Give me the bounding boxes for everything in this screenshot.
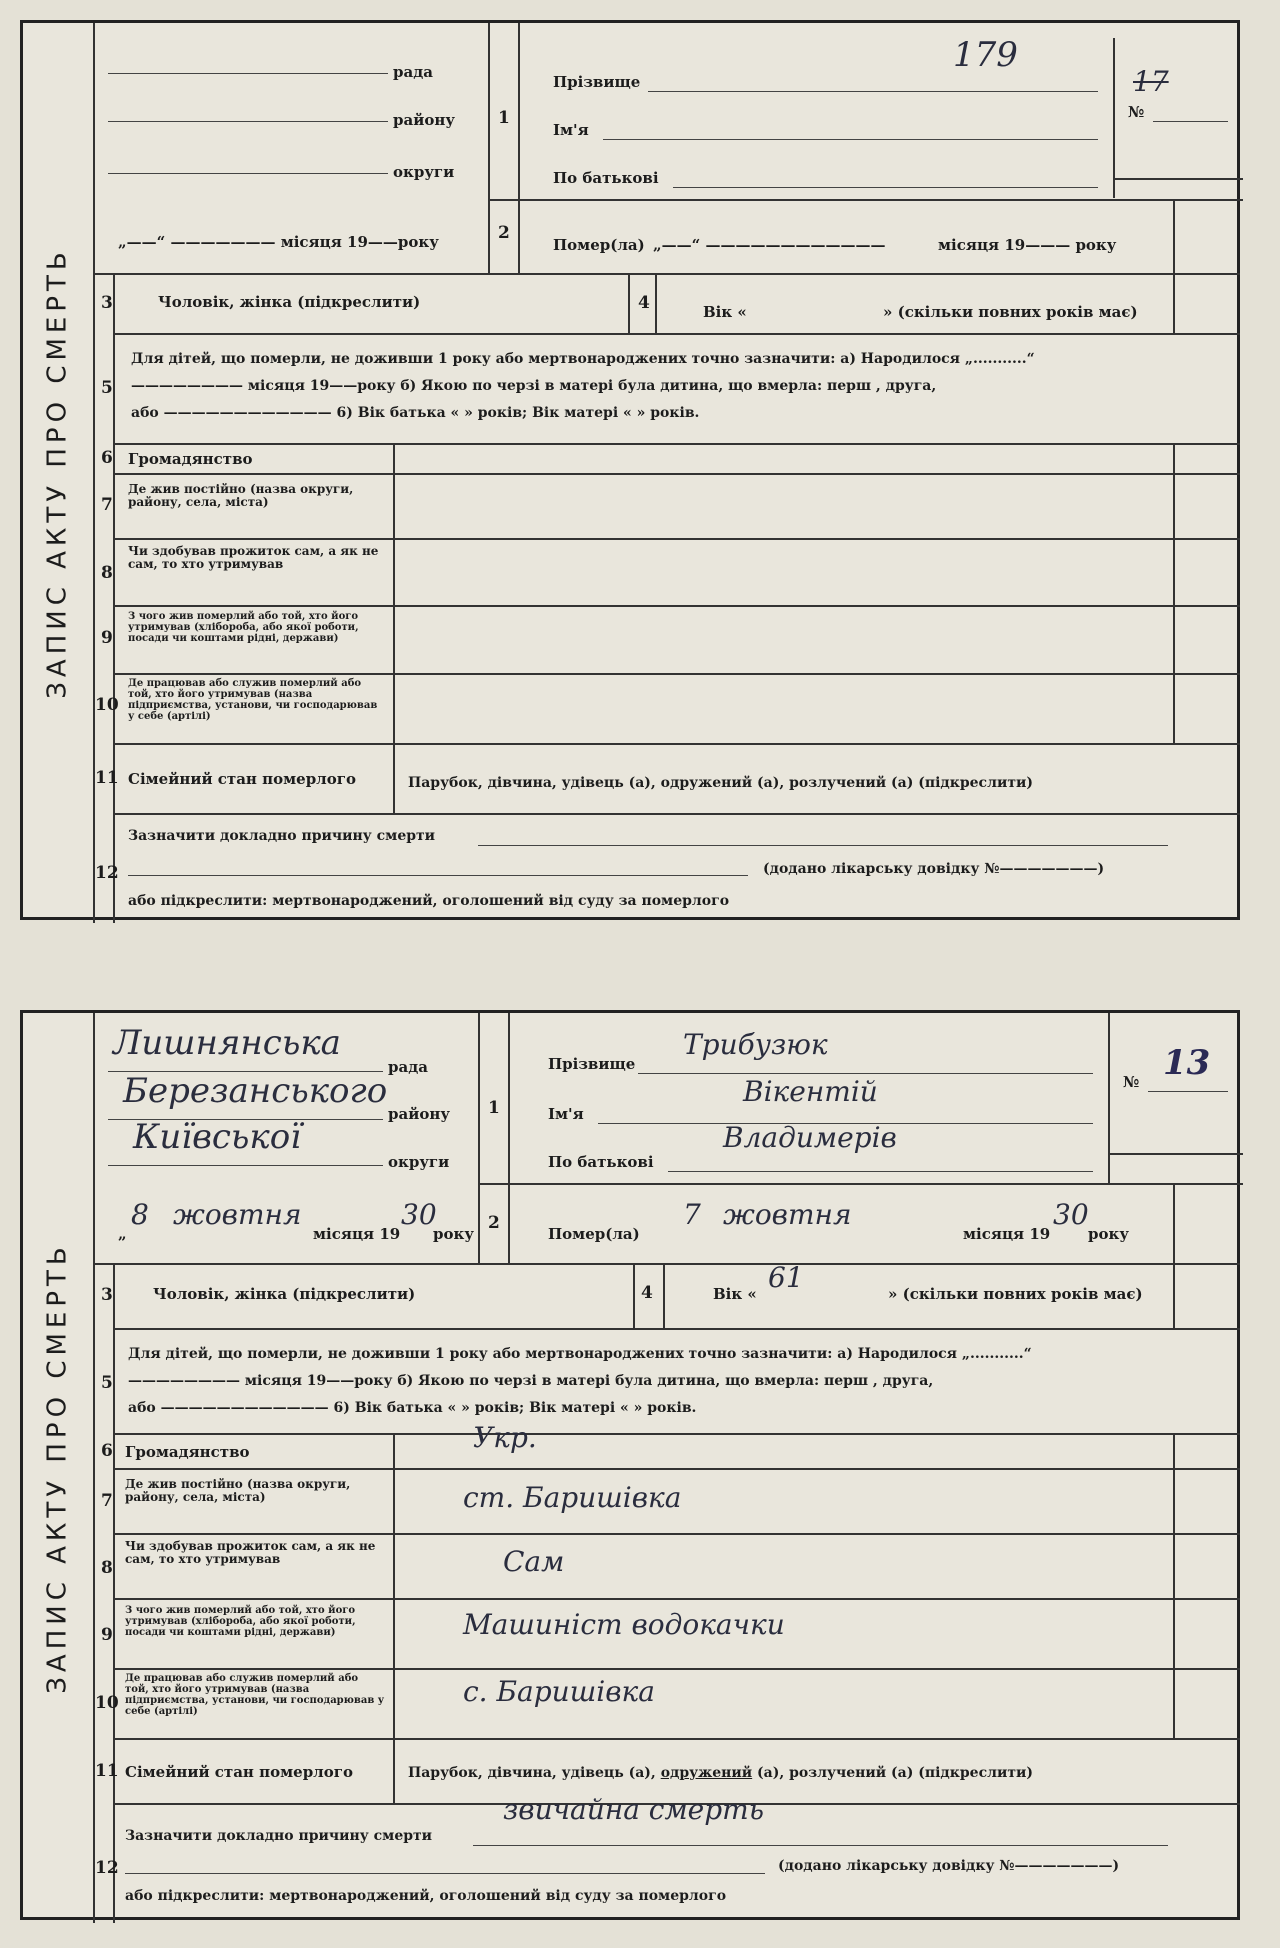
okruha-value: Київської xyxy=(133,1117,302,1157)
rayon-label: району xyxy=(393,111,455,129)
death-record-form-top: ЗАПИС АКТУ ПРО СМЕРТЬ рада району округи „——“ ——————— місяця 19——року 1 2 Прізвище Ім'я По батькові 179 17 № Помер(ла) „——“ ———————————— місяця 19——— року 3 Чоловік, жінка (підкреслити) 4 Вік « » (скільки повних років має) 5 Для дітей, що померли, не доживши 1 року або мертвонароджених точно зазначити: а) Народилося „...........“ ———————— місяця 19——року б) Якою по черзі в матері була дитина, що вмерла: перш , друга, або ———————————— 6) Вік батька « » років; Вік матері « » років. 6 Громадянство 7 Де жив постійно (назва округи, району, села, міста) 8 Чи здобував прожиток сам, а як не сам, то хто утримував 9 З чого жив померлий або той, хто його утримував (хлібороба, або якої роботи, посади чи коштами рідні, держави) 10 Де працював або служив померлий або той, хто його утримував (назва підприємства, установи, чи господарював у себе (артілі) 11 Сімейний стан померлого Парубок, дівчина, удівець (а), одружений (а), розлучений (а) (підкреслити) 12 Зазначити докладно причину смерти (додано лікарську довідку №———————) або підкреслити: мертвонароджений, оголошений від суду за померлого xyxy=(20,20,1240,920)
okruha-label: округи xyxy=(393,163,455,181)
name-value: Вікентій xyxy=(743,1075,878,1108)
page-number: 179 xyxy=(953,35,1018,75)
residence-value: ст. Баришівка xyxy=(463,1481,682,1514)
registration-month: жовтня xyxy=(173,1198,302,1231)
residence-label: Де жив постійно (назва округи, району, села, міста) xyxy=(128,482,354,509)
citizenship-label: Громадянство xyxy=(128,450,253,468)
surname-label: Прізвище xyxy=(553,73,641,91)
side-title: ЗАПИС АКТУ ПРО СМЕРТЬ xyxy=(43,1242,74,1694)
death-month: жовтня xyxy=(723,1198,852,1231)
death-record-form-bottom: ЗАПИС АКТУ ПРО СМЕРТЬ Лишнянська рада Березанського району Київської округи „ 8 жовтня місяця 19 30 року 1 2 Прізвище Трибузюк Ім'я Вікентій По батькові Владимерів № 13 Помер(ла) 7 жовтня місяця 19 30 року 3 Чоловік, жінка (підкреслити) 4 Вік « 61 » (скільки повних років має) 5 Для дітей, що померли, не доживши 1 року або мертвонароджених точно зазначити: а) Народилося „...........“ ———————— місяця 19——року б) Якою по черзі в матері була дитина, що вмерла: перш , друга, або ———————————— 6) Вік батька « » років; Вік матері « » років. 6 Громадянство Укр. 7 Де жив постійно (назва округи, району, села, міста) ст. Баришівка 8 Чи здобував прожиток сам, а як не сам, то хто утримував Сам 9 З чого жив померлий або той, хто його утримував (хлібороба, або якої роботи, посади чи коштами рідні, держави) Машиніст водокачки 10 Де працював або служив померлий або той, хто його утримував (назва підприємства, установи, чи господарював у себе (артілі) с. Баришівка 11 Сімейний стан померлого Парубок, дівчина, удівець (а), одружений (а), розлучений (а) (підкреслити) 12 Зазначити докладно причину смерти звичайна смерть (додано лікарську довідку №———————) або підкреслити: мертвонароджений, оголошений від суду за померлого xyxy=(20,1010,1240,1920)
rada-value: Лишнянська xyxy=(113,1023,341,1063)
patronymic-value: Владимерів xyxy=(723,1121,897,1154)
marital-status-label: Сімейний стан померлого xyxy=(128,770,356,788)
sex-label: Чоловік, жінка (підкреслити) xyxy=(158,293,421,311)
citizenship-value: Укр. xyxy=(473,1421,537,1454)
rada-label: рада xyxy=(393,63,433,81)
cause-label: Зазначити докладно причину смерти xyxy=(128,828,436,844)
marital-status-value: Парубок, дівчина, удівець (а), одружений (а), розлучений (а) (підкреслити) xyxy=(408,1765,1034,1781)
death-day: 7 xyxy=(683,1198,701,1231)
workplace-value: с. Баришівка xyxy=(463,1675,655,1708)
registration-year: 30 xyxy=(401,1198,437,1231)
cause-value: звичайна смерть xyxy=(503,1793,764,1826)
occupation-value: Машиніст водокачки xyxy=(463,1608,785,1641)
entry-number: 13 xyxy=(1163,1043,1211,1083)
death-year: 30 xyxy=(1053,1198,1089,1231)
age-value: 61 xyxy=(768,1261,804,1294)
name-label: Ім'я xyxy=(553,121,589,139)
patronymic-label: По батькові xyxy=(553,169,659,187)
age-label: Вік « xyxy=(703,303,747,321)
death-date-label: Помер(ла) xyxy=(553,236,645,254)
occupation-label: З чого жив померлий або той, хто його утримував (хлібороба, або якої роботи, посади чи коштами рідні, держави) xyxy=(128,611,359,644)
rayon-value: Березанського xyxy=(123,1071,388,1111)
side-title: ЗАПИС АКТУ ПРО СМЕРТЬ xyxy=(43,247,74,699)
registration-day: 8 xyxy=(131,1198,149,1231)
workplace-label: Де працював або служив померлий або той, хто його утримував (назва підприємства, установи, чи господарював у себе (артілі) xyxy=(128,678,378,722)
livelihood-label: Чи здобував прожиток сам, а як не сам, то хто утримував xyxy=(128,544,379,571)
registration-date-label: „——“ ——————— місяця 19——року xyxy=(118,233,439,251)
entry-number: 17 xyxy=(1133,65,1169,98)
surname-value: Трибузюк xyxy=(683,1028,828,1061)
livelihood-value: Сам xyxy=(503,1545,565,1578)
